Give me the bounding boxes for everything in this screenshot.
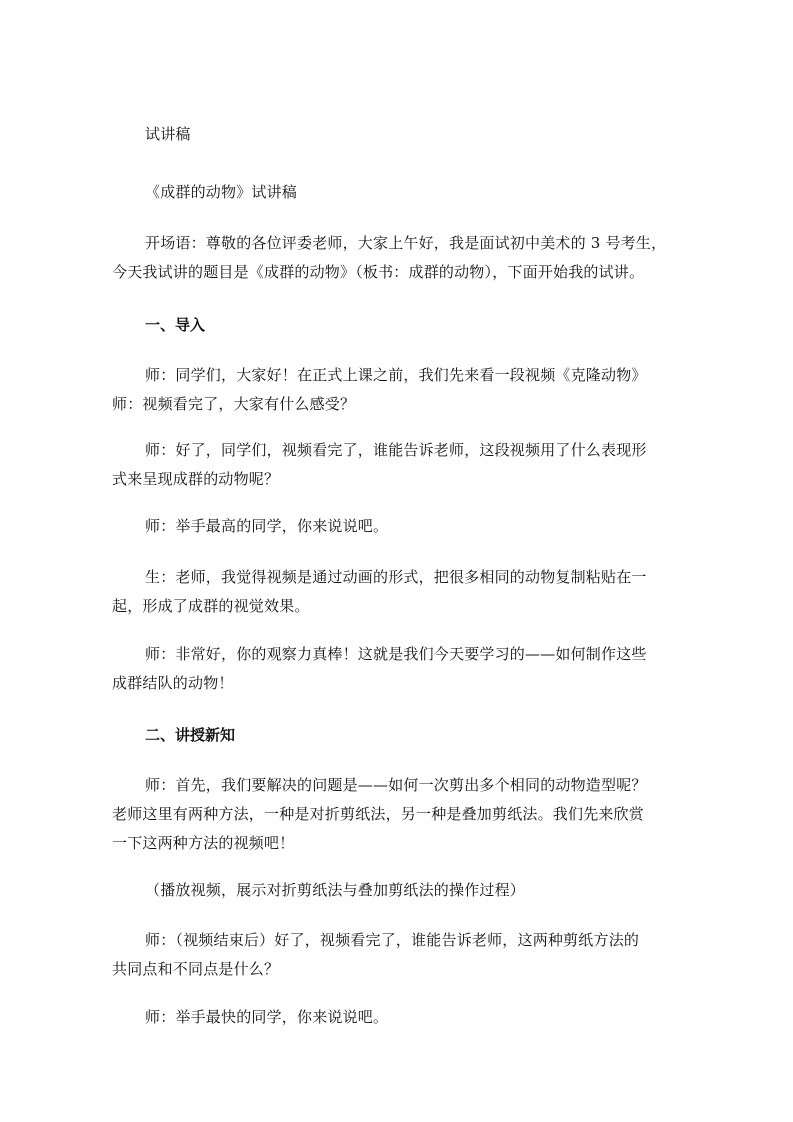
paragraph-line: 师：举手最快的同学，你来说说吧。: [145, 1008, 389, 1026]
section-heading-intro: 一、导入: [145, 316, 206, 334]
paragraph-line: 一下这两种方法的视频吧！: [112, 834, 295, 852]
paragraph-line: 成群结队的动物！: [112, 674, 234, 692]
paragraph: [112, 771, 678, 858]
document-label: [112, 120, 678, 149]
paragraph: [112, 361, 678, 419]
paragraph: [112, 1003, 678, 1032]
section-heading-new-knowledge: 二、讲授新知: [145, 726, 236, 744]
paragraph-line: 师：首先，我们要解决的问题是——如何一次剪出多个相同的动物造型呢？: [145, 776, 647, 794]
paragraph-line: 师：好了，同学们，视频看完了，谁能告诉老师，这段视频用了什么表现形: [145, 441, 647, 459]
paragraph: [112, 436, 678, 494]
paragraph: [112, 512, 678, 541]
paragraph: [112, 563, 678, 621]
intro-paragraph: [112, 229, 678, 287]
paragraph-line: 老师这里有两种方法，一种是对折剪纸法，另一种是叠加剪纸法。我们先来欣赏: [112, 805, 645, 823]
paragraph-line: 开场语：尊敬的各位评委老师，大家上午好，我是面试初中美术的 3 号考生，: [145, 234, 667, 252]
paragraph-line: 共同点和不同点是什么？: [112, 960, 280, 978]
paragraph: [112, 876, 678, 905]
paragraph-line: 师：同学们，大家好！在正式上课之前，我们先来看一段视频《克隆动物》: [145, 366, 647, 384]
paragraph-line: 今天我试讲的题目是《成群的动物》（板书：成群的动物），下面开始我的试讲。: [112, 263, 645, 281]
paragraph-line: 师：（视频结束后）好了，视频看完了，谁能告诉老师，这两种剪纸方法的: [145, 931, 640, 949]
paragraph-line: 师：举手最高的同学，你来说说吧。: [145, 517, 389, 535]
paragraph-line: 式来呈现成群的动物呢？: [112, 470, 280, 488]
document-label-text: 试讲稿: [145, 125, 191, 143]
paragraph-line: 师：非常好，你的观察力真棒！这就是我们今天要学习的——如何制作这些: [145, 645, 647, 663]
paragraph: [112, 926, 678, 984]
document-title: [112, 178, 678, 207]
paragraph-line: （播放视频，展示对折剪纸法与叠加剪纸法的操作过程）: [145, 881, 526, 899]
document-title-text: 《成群的动物》试讲稿: [145, 183, 298, 201]
paragraph-line: 起，形成了成群的视觉效果。: [112, 597, 310, 615]
paragraph-line: 生：老师，我觉得视频是通过动画的形式，把很多相同的动物复制粘贴在一: [145, 568, 647, 586]
paragraph: [112, 640, 678, 698]
paragraph-line: 师：视频看完了，大家有什么感受？: [112, 395, 356, 413]
